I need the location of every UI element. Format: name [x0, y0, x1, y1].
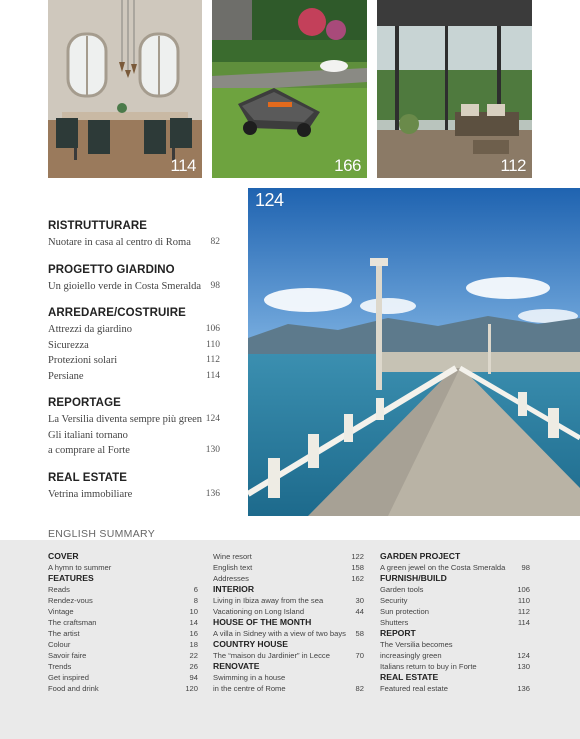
page-number: 124 [255, 190, 284, 210]
toc-entry [48, 322, 220, 338]
toc-entry-title: Gli italiani tornano [48, 429, 128, 441]
summary-entry-title: Wine resort [213, 552, 252, 561]
summary-entry-page: 158 [351, 563, 364, 572]
toc-section-title: RISTRUTTURARE [48, 220, 148, 232]
summary-entry [380, 584, 530, 595]
summary-entry-title: Reads [48, 585, 70, 594]
summary-entry [213, 606, 364, 617]
summary-entry-page: 16 [189, 629, 198, 638]
summary-entry [213, 628, 364, 639]
toc-entry [48, 279, 220, 295]
summary-entry-title: Colour [48, 640, 71, 649]
toc-entry-title: Vetrina immobiliare [48, 488, 133, 500]
summary-entry-title: Get inspired [48, 673, 89, 682]
toc-entry-page: 136 [205, 488, 220, 499]
summary-entry-page: 114 [517, 618, 530, 627]
toc-entry [48, 338, 220, 354]
pier-illustration [248, 188, 580, 516]
summary-entry [213, 672, 364, 683]
toc-entry [48, 235, 220, 251]
summary-entry [48, 562, 198, 573]
summary-entry [48, 661, 198, 672]
summary-entry-page: 10 [189, 607, 198, 616]
summary-entry-title: Food and drink [48, 684, 99, 693]
summary-section-title: INTERIOR [213, 584, 255, 594]
summary-entry [380, 617, 530, 628]
toc-entry [48, 369, 220, 385]
summary-entry-title: Garden tools [380, 585, 424, 594]
summary-entry [380, 595, 530, 606]
summary-entry [48, 650, 198, 661]
summary-section-title: REPORT [380, 628, 416, 638]
summary-entry [48, 617, 198, 628]
summary-entry [213, 573, 364, 584]
toc-entry-page: 112 [206, 355, 220, 365]
summary-entry-page: 112 [517, 607, 530, 616]
summary-entry-title: The “maison du Jardinier” in Lecce [213, 651, 330, 660]
toc-section-title: REPORTAGE [48, 397, 121, 409]
photo-interior [48, 0, 202, 178]
toc-entry-page: 110 [206, 339, 220, 350]
summary-entry-title: A villa in Sidney with a view of two bays [213, 629, 346, 638]
photo-mower [212, 0, 367, 178]
toc-section [48, 397, 220, 459]
toc-entry [48, 443, 220, 459]
summary-entry-page: 18 [189, 640, 198, 649]
summary-entry [48, 628, 198, 639]
summary-entry-title: Rendez-vous [48, 596, 93, 605]
toc-section [48, 220, 220, 251]
toc-entry-page: 130 [205, 445, 220, 455]
toc-section-title: PROGETTO GIARDINO [48, 263, 175, 276]
summary-entry-page: 82 [355, 684, 364, 693]
summary-entry-title: Vacationing on Long Island [213, 607, 305, 616]
toc-entry [48, 487, 220, 503]
summary-entry [48, 639, 198, 650]
toc-entry-page: 114 [206, 370, 220, 381]
page-number: 166 [334, 156, 361, 175]
mower-illustration [212, 0, 367, 178]
summary-entry-page: 124 [517, 651, 530, 660]
toc-section-title: REAL ESTATE [48, 471, 128, 484]
summary-entry-title: Sun protection [380, 607, 429, 616]
summary-entry [380, 562, 530, 573]
toc-entry-page: 124 [205, 414, 220, 424]
summary-entry-title: The artist [48, 629, 80, 638]
summary-entry-title: Swimming in a house [213, 673, 286, 682]
summary-entry-page: 6 [193, 585, 198, 594]
photo-pergola [377, 0, 532, 178]
interior-illustration [48, 0, 202, 178]
summary-entry [380, 650, 530, 661]
summary-entry-title: English text [213, 563, 253, 572]
summary-entry-page: 26 [189, 662, 198, 671]
summary-entry-page: 98 [521, 563, 530, 572]
toc-entry-page: 82 [210, 237, 220, 247]
english-summary [0, 540, 580, 739]
toc-section-title: ARREDARE/COSTRUIRE [48, 307, 186, 319]
toc-entry-title: Attrezzi da giardino [48, 324, 132, 335]
summary-section-title: FURNISH/BUILD [380, 573, 447, 583]
summary-entry-page: 162 [351, 574, 364, 583]
summary-entry [213, 562, 364, 573]
summary-entry-title: Italians return to buy in Forte [380, 662, 477, 671]
summary-section-title: FEATURES [48, 573, 94, 583]
summary-entry-title: Living in Ibiza away from the sea [213, 596, 324, 605]
summary-entry [380, 661, 530, 672]
summary-entry-title: A green jewel on the Costa Smeralda [380, 563, 506, 572]
summary-entry-page: 130 [517, 662, 530, 671]
toc-entry-page: 106 [205, 324, 220, 334]
summary-entry-page: 22 [189, 651, 198, 660]
toc-section [48, 472, 220, 503]
summary-entry [380, 639, 530, 650]
toc-entry-page: 98 [210, 280, 220, 291]
summary-section-title: GARDEN PROJECT [380, 551, 461, 561]
summary-entry [48, 595, 198, 606]
summary-entry [213, 650, 364, 661]
table-of-contents [48, 220, 220, 515]
summary-section-title: COUNTRY HOUSE [213, 639, 288, 649]
summary-entry-title: Savoir faire [48, 651, 87, 660]
toc-entry-title: Un gioiello verde in Costa Smeralda [48, 280, 202, 292]
summary-entry-page: 136 [517, 684, 530, 693]
summary-column [380, 551, 530, 694]
summary-entry-page: 110 [517, 596, 530, 605]
pergola-illustration [377, 0, 532, 178]
summary-entry-title: Trends [48, 662, 72, 671]
summary-entry [48, 606, 198, 617]
toc-entry-title: Sicurezza [48, 339, 89, 351]
summary-entry-title: increasingly green [380, 651, 442, 660]
page-number: 112 [500, 156, 526, 175]
summary-entry-title: Shutters [380, 618, 409, 627]
summary-entry-title: The Versilia becomes [380, 640, 453, 649]
summary-entry-title: Vintage [48, 607, 74, 616]
toc-entry-title: Persiane [48, 370, 84, 382]
toc-entry-title: Nuotare in casa al centro di Roma [48, 237, 191, 248]
summary-entry-page: 106 [517, 585, 530, 594]
summary-entry-title: Security [380, 596, 408, 605]
summary-entry-page: 14 [189, 618, 198, 627]
toc-entry [48, 353, 220, 369]
summary-section-title: HOUSE OF THE MONTH [213, 617, 312, 627]
summary-entry-page: 120 [185, 684, 198, 693]
summary-entry-title: The craftsman [48, 618, 97, 627]
summary-entry-title: Featured real estate [380, 684, 448, 693]
summary-heading: ENGLISH SUMMARY [48, 528, 155, 540]
summary-entry-page: 58 [355, 629, 364, 638]
toc-entry-title: Protezioni solari [48, 355, 118, 366]
summary-column [48, 551, 198, 694]
summary-entry-page: 94 [189, 673, 198, 682]
summary-entry-title: A hymn to summer [48, 563, 112, 572]
summary-entry [48, 584, 198, 595]
summary-section-title: RENOVATE [213, 661, 260, 671]
summary-entry [213, 683, 364, 694]
summary-entry-title: Addresses [213, 574, 249, 583]
summary-entry [48, 672, 198, 683]
toc-entry-title: La Versilia diventa sempre più green [48, 414, 203, 425]
toc-section [48, 264, 220, 295]
summary-entry-page: 8 [193, 596, 198, 605]
summary-entry [213, 551, 364, 562]
summary-section-title: REAL ESTATE [380, 672, 439, 682]
summary-column [213, 551, 364, 694]
summary-entry-page: 30 [355, 596, 364, 605]
toc-entry [48, 412, 220, 428]
summary-entry [380, 683, 530, 694]
summary-entry-page: 122 [351, 552, 364, 561]
toc-section [48, 307, 220, 384]
summary-entry [380, 606, 530, 617]
photo-pier [248, 188, 580, 516]
toc-entry [48, 428, 220, 444]
page-number: 114 [170, 156, 196, 175]
summary-section-title: COVER [48, 551, 79, 561]
summary-entry-page: 70 [355, 651, 364, 660]
toc-entry-title: a comprare al Forte [48, 445, 130, 456]
summary-entry [213, 595, 364, 606]
summary-entry [48, 683, 198, 694]
summary-entry-page: 44 [355, 607, 364, 616]
summary-entry-title: in the centre of Rome [213, 684, 286, 693]
